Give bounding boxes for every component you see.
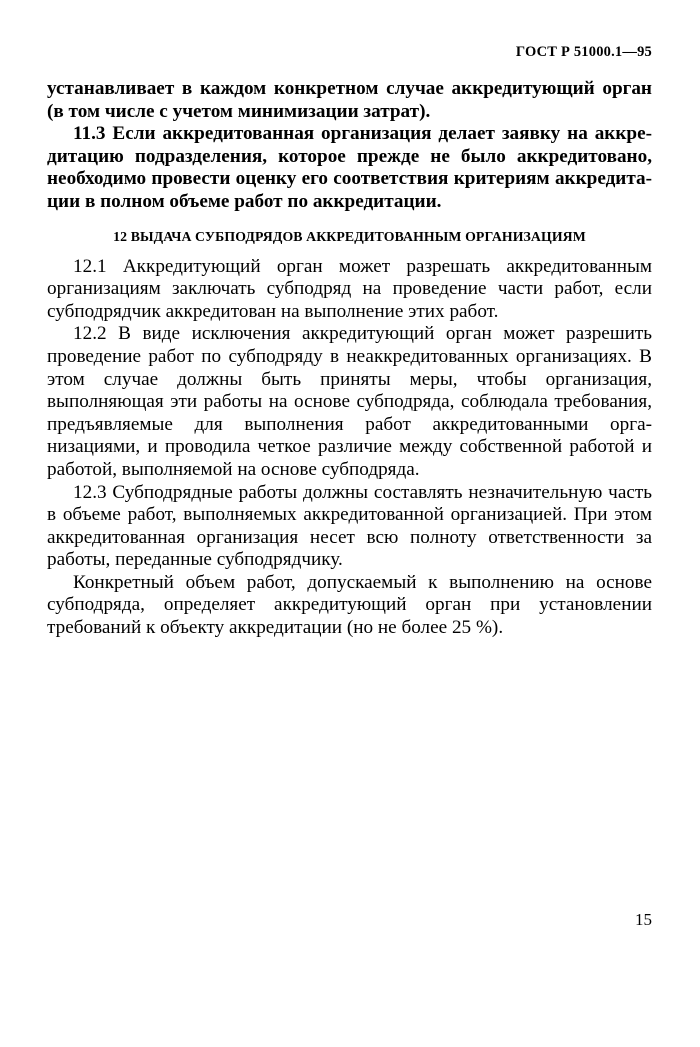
paragraph-12-3-continuation: Конкретный объем работ, допускаемый к выполнению на основе субподряда, определяет аккредитующий орган при установлении требований к объекту аккредитации (но не более 25 %).: [47, 571, 652, 639]
section-12-heading: 12 ВЫДАЧА СУБПОДРЯДОВ АККРЕДИТОВАННЫМ ОРГАНИЗАЦИЯМ: [113, 228, 586, 244]
document-code-header: ГОСТ Р 51000.1—95: [515, 44, 652, 60]
paragraph-12-3: 12.3 Субподрядные работы должны составлять незначительную часть в объеме работ, выполняемых аккредитованной организацией. При этом аккредитованная организация несет всю полноту ответственности за работы, переданные субподрядчику.: [47, 481, 652, 571]
paragraph-12-1: 12.1 Аккредитующий орган может разрешать аккредитованным организациям заключать субподряд на проведение части работ, если субподрядчик аккредитован на выполнение этих работ.: [47, 255, 652, 322]
paragraph-12-2: 12.2 В виде исключения аккредитующий орган может разрешить проведение работ по субподряду в неаккредитованных организациях. В этом случае должны быть приняты меры, чтобы организация, выполняющая эти работы на основе субподряда, соблюдала требования, предъявляемые для выполнения работ аккредитованными организациями, и проводила четкое различие между собственной работой и работой, выполняемой на основе субподряда.: [47, 323, 652, 480]
document-page: [47, 0, 652, 1047]
page-number: 15: [635, 910, 652, 929]
document-body: [47, 78, 652, 640]
paragraph-11-3: 11.3 Если аккредитованная организация делает заявку на аккредитацию подразделения, которое прежде не было аккредитовано, необходимо провести оценку его соответствия критериям аккредитации в полном объеме работ по аккредитации.: [47, 123, 652, 212]
paragraph-continuation: устанавливает в каждом конкретном случае аккредитующий орган (в том числе с учетом минимизации затрат).: [47, 78, 652, 122]
